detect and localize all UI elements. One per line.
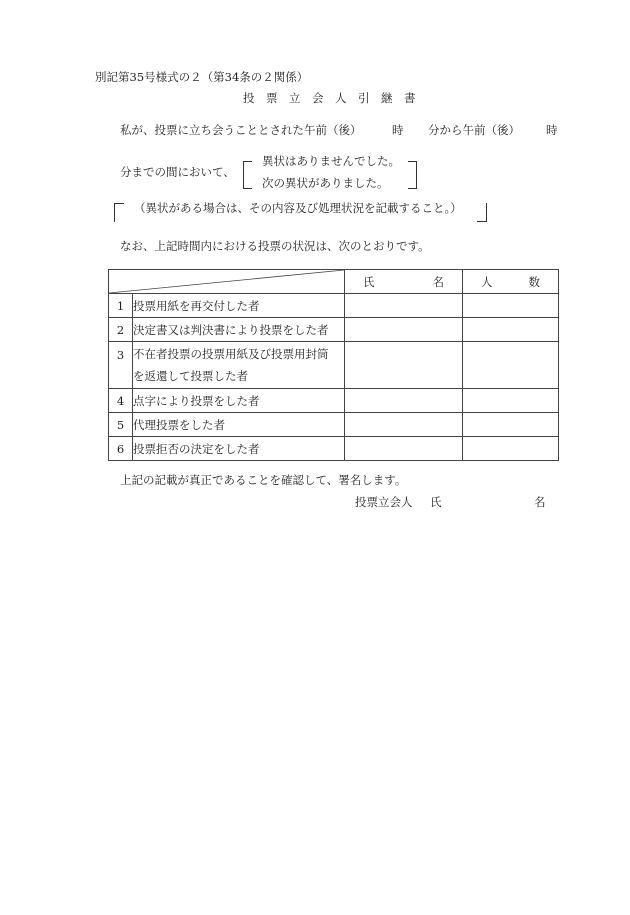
confirm-text: 上記の記載が真正であることを確認して、署名します。 — [120, 473, 407, 487]
row-number: 5 — [109, 413, 133, 437]
row-number: 2 — [109, 318, 133, 342]
voting-status-table — [108, 269, 559, 461]
line2-prefix: 分までの間において、 — [120, 165, 235, 179]
signature-role: 投票立会人 — [355, 495, 413, 509]
page-title: 投 票 立 会 人 引 継 書 — [243, 91, 416, 105]
row-count-cell — [463, 342, 559, 389]
form-label: 別記第35号様式の２（第34条の２関係） — [95, 70, 309, 84]
row-label: 投票用紙を再交付した者 — [133, 294, 345, 318]
header-count — [463, 270, 559, 294]
row-name-cell — [345, 437, 463, 461]
table-row — [109, 413, 559, 437]
header-name — [345, 270, 463, 294]
table-header-row — [109, 270, 559, 294]
table-intro: なお、上記時間内における投票の状況は、次のとおりです。 — [120, 239, 430, 253]
note-left-bracket — [114, 203, 124, 222]
signature-name-b: 名 — [534, 495, 546, 509]
row-count-cell — [463, 294, 559, 318]
row-label: 代理投票をした者 — [133, 413, 345, 437]
intro-minute-from: 分から午前（後） — [428, 123, 520, 137]
right-bracket — [408, 161, 417, 189]
row-label: 決定書又は判決書により投票をした者 — [133, 318, 345, 342]
row-label — [133, 342, 345, 389]
row-number: 1 — [109, 294, 133, 318]
option-no-anomaly: 異状はありませんでした。 — [262, 154, 400, 168]
option-anomaly: 次の異状がありました。 — [262, 176, 389, 190]
row-name-cell — [345, 318, 463, 342]
row-label-line2: を返還して投票した者 — [133, 369, 248, 383]
row-label: 投票拒否の決定をした者 — [133, 437, 345, 461]
header-count-a: 人 — [481, 274, 493, 289]
row-count-cell — [463, 413, 559, 437]
row-count-cell — [463, 437, 559, 461]
row-number: 4 — [109, 389, 133, 413]
intro-hour-1: 時 — [392, 123, 404, 137]
table-row — [109, 437, 559, 461]
table-row — [109, 389, 559, 413]
table-row — [109, 342, 559, 389]
row-count-cell — [463, 318, 559, 342]
note-right-bracket — [477, 203, 487, 222]
row-name-cell — [345, 413, 463, 437]
row-count-cell — [463, 389, 559, 413]
row-number: 6 — [109, 437, 133, 461]
signature-name-a: 氏 — [430, 495, 442, 509]
header-count-b: 数 — [528, 274, 540, 289]
intro-text: 私が、投票に立ち会うこととされた午前（後） — [120, 123, 362, 137]
left-bracket — [243, 161, 252, 189]
note-text: （異状がある場合は、その内容及び処理状況を記載すること。） — [134, 201, 462, 215]
row-label-line1: 不在者投票の投票用紙及び投票用封筒 — [133, 347, 329, 361]
diagonal-line — [109, 270, 344, 293]
row-label: 点字により投票をした者 — [133, 389, 345, 413]
table-row — [109, 294, 559, 318]
intro-hour-2: 時 — [546, 123, 558, 137]
header-name-a: 氏 — [363, 274, 375, 289]
row-name-cell — [345, 294, 463, 318]
table-row — [109, 318, 559, 342]
header-diagonal-cell — [109, 270, 345, 294]
header-name-b: 名 — [432, 274, 444, 289]
row-name-cell — [345, 389, 463, 413]
row-name-cell — [345, 342, 463, 389]
row-number: 3 — [109, 342, 133, 389]
